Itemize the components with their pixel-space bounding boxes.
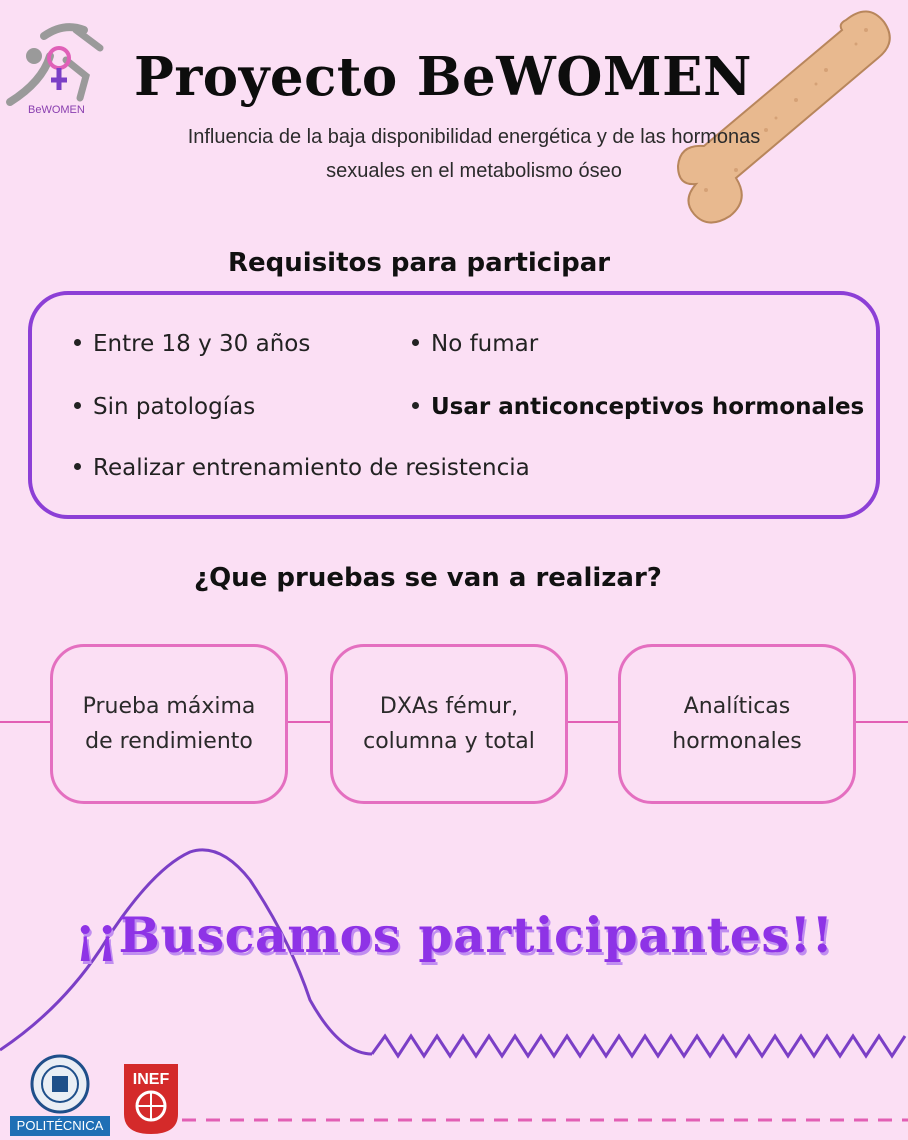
requirements-heading: Requisitos para participar (228, 248, 611, 278)
page-title: Proyecto BeWOMEN (134, 46, 752, 108)
university-seal-icon (8, 1050, 112, 1116)
test-label-line-1: DXAs fémur, (379, 694, 519, 719)
inef-logo (122, 1062, 180, 1136)
test-label-line-2: columna y total (363, 729, 535, 754)
requirement-item: Realizar entrenamiento de resistencia (74, 455, 530, 481)
bewomen-logo (4, 16, 114, 120)
bullet-icon (412, 402, 419, 409)
test-label-line-1: Prueba máxima (82, 694, 256, 719)
test-box (618, 644, 856, 804)
call-to-action: ¡¡Buscamos participantes!! (74, 906, 834, 964)
bone-illustration (676, 0, 908, 238)
logo-label: BeWOMEN (28, 104, 85, 116)
runner-logo-icon (4, 16, 114, 116)
requirements-box (28, 291, 880, 519)
test-box (50, 644, 288, 804)
test-label-line-2: hormonales (672, 729, 802, 754)
bullet-icon (74, 402, 81, 409)
requirement-item: Sin patologías (74, 394, 255, 420)
hormone-wave-decoration (0, 840, 908, 1100)
subtitle-line-2: sexuales en el metabolismo óseo (326, 160, 622, 182)
test-label-line-1: Analíticas (683, 694, 791, 719)
test-label-line-2: de rendimiento (85, 729, 253, 754)
bullet-icon (412, 339, 419, 346)
bullet-icon (74, 339, 81, 346)
page-subtitle (60, 120, 888, 188)
dashed-divider (182, 1118, 908, 1122)
upm-label: POLITÉCNICA (10, 1116, 110, 1136)
subtitle-line-1: Influencia de la baja disponibilidad energética y de las hormonas (187, 126, 761, 148)
requirement-item: No fumar (412, 331, 538, 357)
inef-shield-icon (122, 1062, 180, 1136)
tests-heading: ¿Que pruebas se van a realizar? (194, 563, 662, 593)
requirement-item: Entre 18 y 30 años (74, 331, 310, 357)
requirement-item: Usar anticonceptivos hormonales (412, 394, 864, 420)
test-box (330, 644, 568, 804)
inef-label: INEF (132, 1071, 170, 1088)
bullet-icon (74, 463, 81, 470)
